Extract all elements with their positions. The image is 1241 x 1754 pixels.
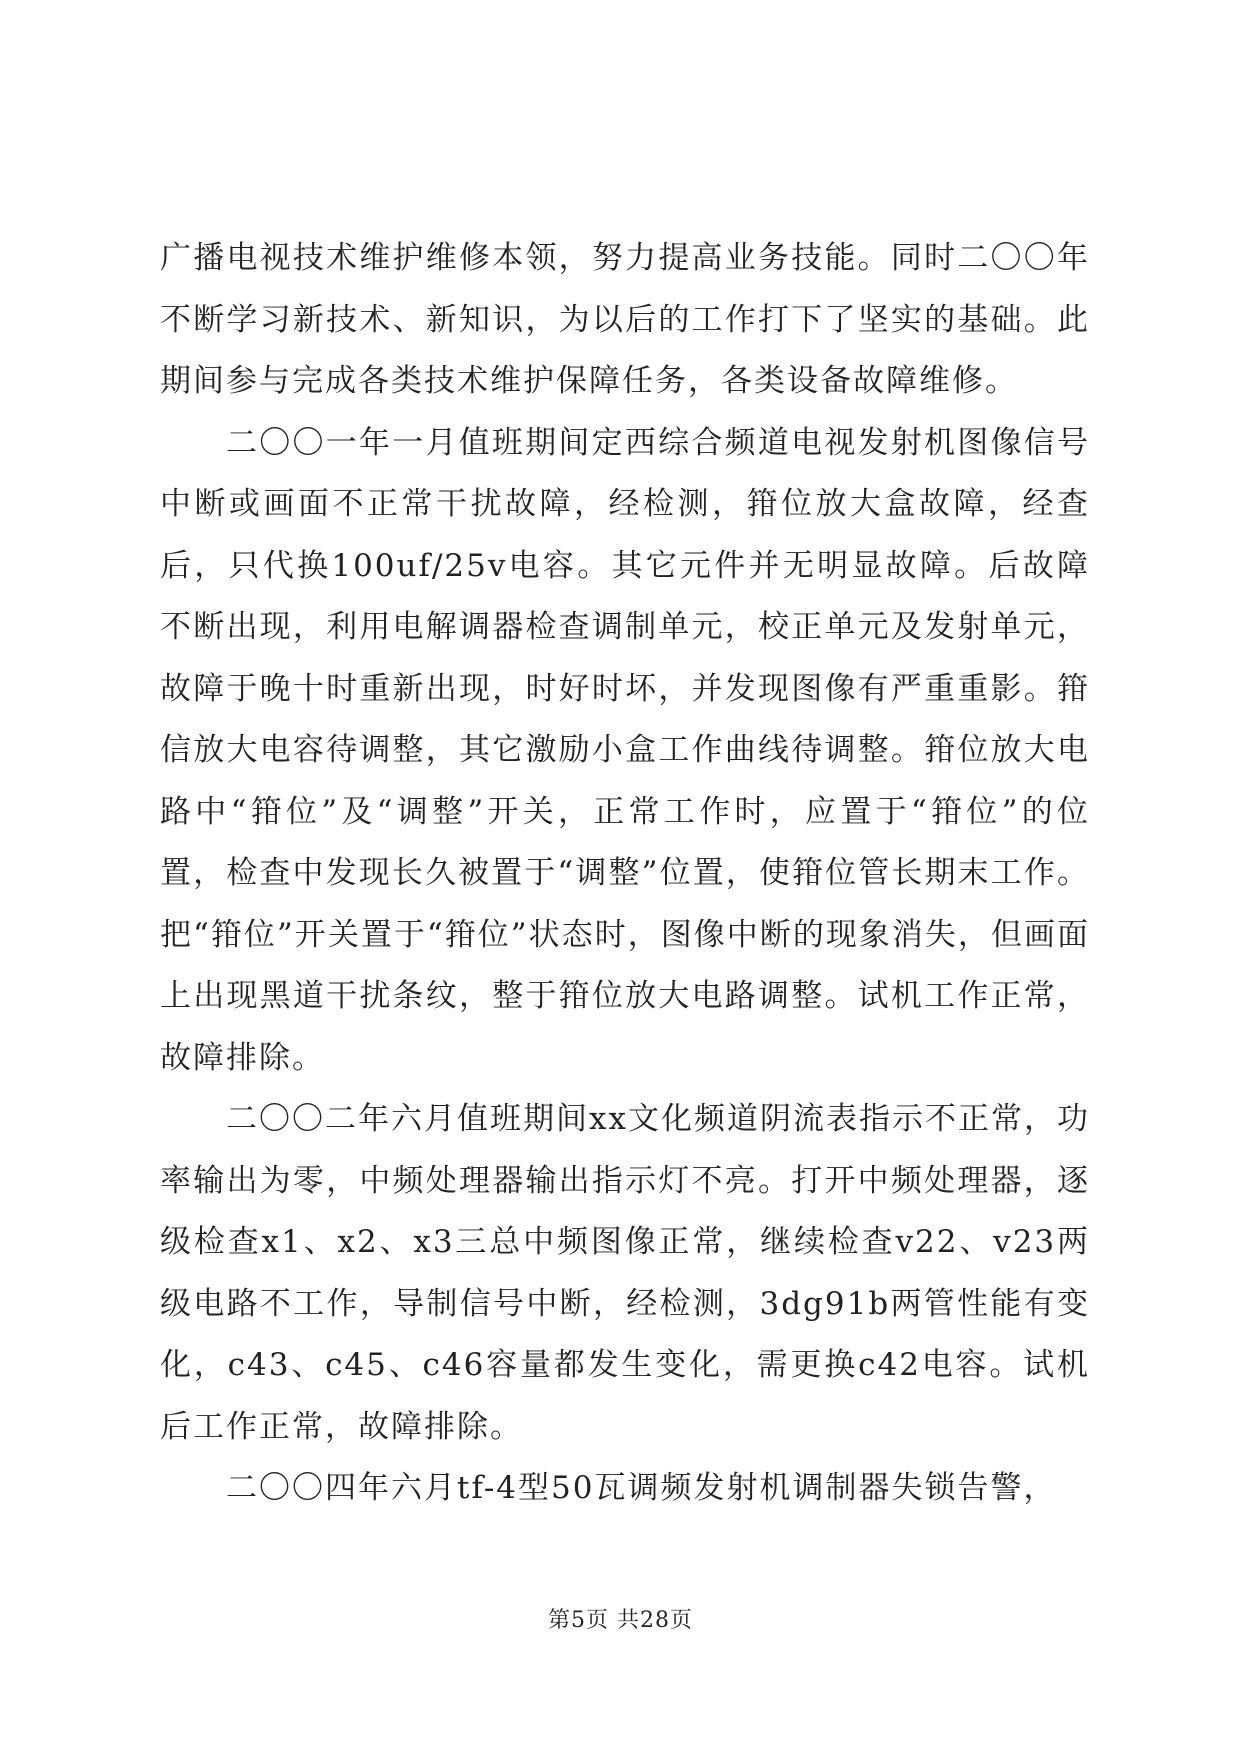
paragraph-continuation: 广播电视技术维护维修本领，努力提高业务技能。同时二〇〇年不断学习新技术、新知识，为以后的工作打下了坚实的基础。此期间参与完成各类技术维护保障任务，各类设备故障维修。 (160, 240, 1090, 399)
paragraph-2004-fault: 二〇〇四年六月tf-4型50瓦调频发射机调制器失锁告警， (226, 1470, 1057, 1506)
page-number-footer: 第5页 共28页 (548, 1608, 693, 1633)
paragraph-2001-fault: 二〇〇一年一月值班期间定西综合频道电视发射机图像信号中断或画面不正常干扰故障，经检测，箝位放大盒故障，经查后，只代换100uf/25v电容。其它元件并无明显故障。后故障不断出现，利用电解调器检查调制单元，校正单元及发射单元，故障于晚十时重新出现，时好时坏，并发现图像有严重重影。箝信放大电容待调整，其它激励小盒工作曲线待调整。箝位放大电路中“箝位”及“调整”开关，正常工作时，应置于“箝位”的位置，检查中发现长久被置于“调整”位置，使箝位管长期末工作。把“箝位”开关置于“箝位”状态时，图像中断的现象消失，但画面上出现黑道干扰条纹，整于箝位放大电路调整。试机工作正常，故障排除。 (160, 424, 1090, 1076)
paragraph-2002-fault: 二〇〇二年六月值班期间xx文化频道阴流表指示不正常，功率输出为零，中频处理器输出指示灯不亮。打开中频处理器，逐级检查x1、x2、x3三总中频图像正常，继续检查v22、v23两级电路不工作，导制信号中断，经检测，3dg91b两管性能有变化，c43、c45、c46容量都发生变化，需更换c42电容。试机后工作正常，故障排除。 (160, 1101, 1090, 1445)
document-body (160, 228, 1090, 1520)
